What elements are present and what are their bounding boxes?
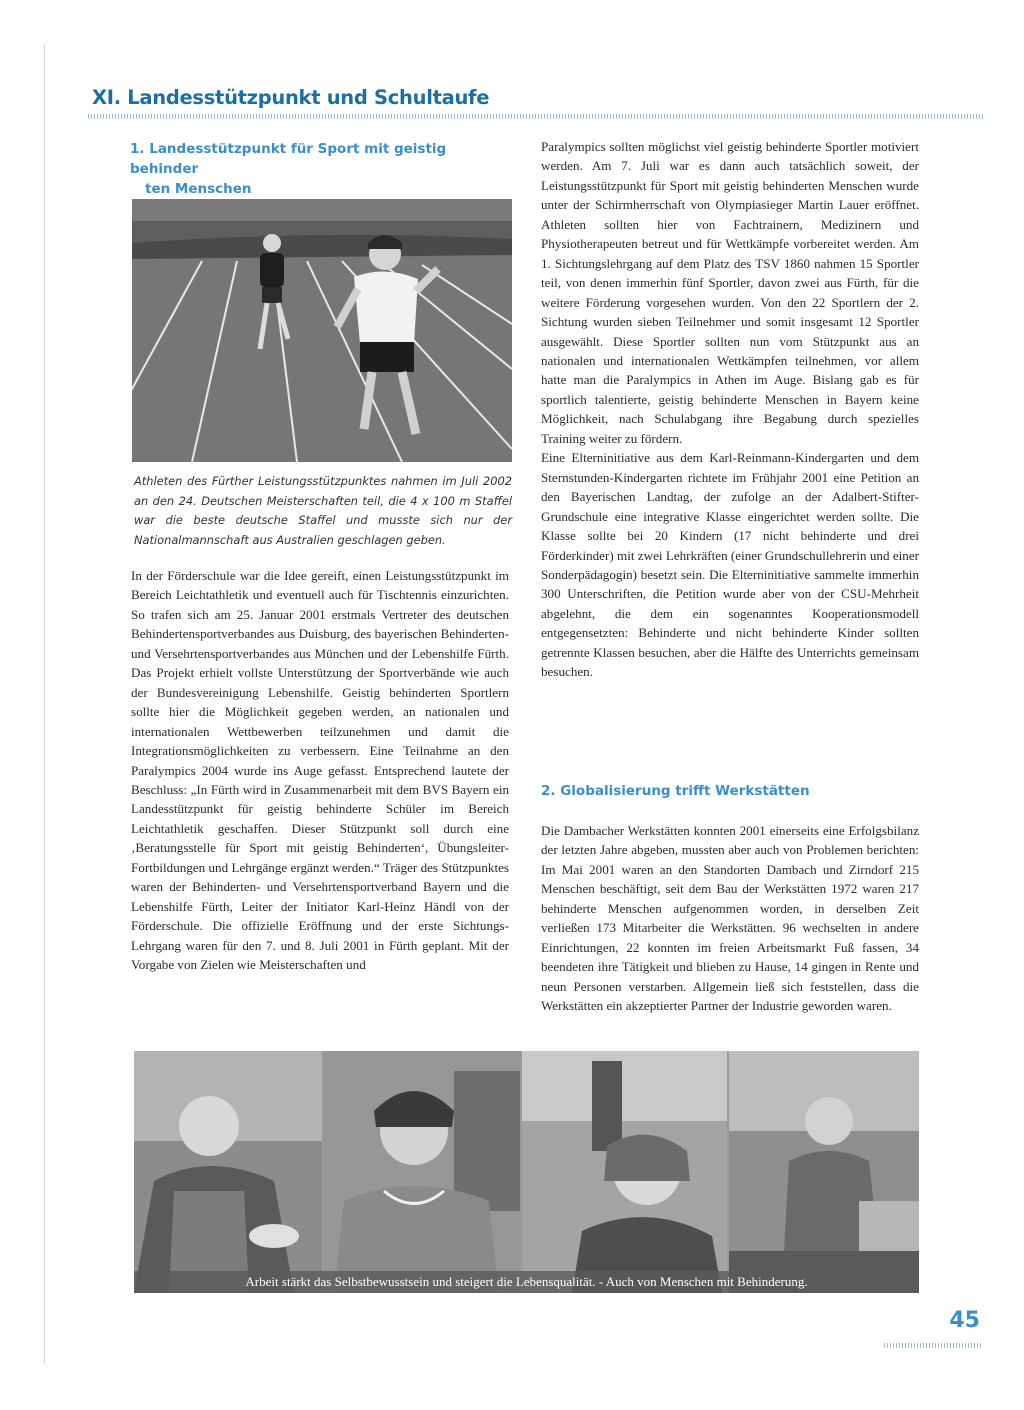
page-number-divider <box>884 1343 982 1348</box>
athletes-photo-caption: Athleten des Fürther Leistungsstützpunktes nahmen im Juli 2002 an den 24. Deutschen Meisterschaften teil, die 4 x 100 m Staffel war die beste deutsche Staffel und musste sich nur der Nationalmannschaft aus Australien geschlagen geben. <box>134 474 512 547</box>
page-number: 45 <box>949 1308 980 1333</box>
section2-heading: 2. Globalisierung trifft Werkstätten <box>541 783 810 799</box>
header-divider <box>88 114 983 119</box>
workshop-photo-1 <box>134 1051 322 1293</box>
section1-body-right-p2: Eine Elterninitiative aus dem Karl-Reinmann-Kindergarten und dem Sternstunden-Kindergarten richtete im Frühjahr 2001 eine Petition an den Bayerischen Landtag, der zufolge an der Adalbert-Stifter-Grundschule eine integrative Klasse eingerichtet werden sollte. Die Klasse sollte bei 20 Kindern (17 nicht behinderte und drei Förderkinder) mit zwei Lehrkräften (einer Grundschullehrerin und einer Sonderpädagogin) besetzt sein. Die Elterninitiative sammelte immerhin 300 Unterschriften, die Petition wurde aber von der CSU-Mehrheit abgelehnt, die dem ein sogenanntes Kooperationsmodell entgegensetzten: Behinderte und nicht behinderte Kinder sollten getrennte Klassen besuchen, aber die Hälfte des Unterrichts gemeinsam besuchen. <box>541 450 919 680</box>
workshop-photo-3 <box>522 1051 727 1293</box>
section2-body: Die Dambacher Werkstätten konnten 2001 einerseits eine Erfolgsbilanz der letzten Jahre abgeben, mussten aber auch von Problemen berichten: Im Mai 2001 waren an den Standorten Dambach und Zirndorf 215 Menschen beschäftigt, seit dem Bau der Werkstätten 1972 waren 217 behinderte Menschen aufgenommen worden, in derselben Zeit verließen 173 Mitarbeiter die Werkstätten. 96 wechselten in andere Einrichtungen, 22 konnten im freien Arbeitsmarkt Fuß fassen, 34 beendeten ihre Tätigkeit und blieben zu Hause, 14 gingen in Rente und neun Personen verstarben. Allgemein ließ sich feststellen, dass die Werkstätten ein akzeptierter Partner der Industrie geworden waren. <box>541 823 919 1014</box>
section1-body-right-p1: Paralympics sollten möglichst viel geistig behinderte Sportler motiviert werden. Am 7. Juli war es dann auch tatsächlich soweit, der Leistungsstützpunkt für Sport mit geistig behinderten Menschen wurde unter der Schirmherrschaft von Olympiasieger Martin Lauer eröffnet. Athleten sollten hier von Fachtrainern, Medizinern und Physiotherapeuten betreut und für Wettkämpfe vorbereitet werden. Am 1. Sichtungslehrgang auf dem Platz des TSV 1860 nahmen 15 Sportler teil, von denen immerhin fünf Sportler, davon zwei aus Fürth, für die weitere Förderung vorgesehen wurden. Von den 22 Sportlern der 2. Sichtung wurden sieben Teilnehmer und somit insgesamt 12 Sportler ausgewählt. Diese Sportler sollten nun vom Stützpunkt aus an nationalen und internationalen Wettkämpfen teilnehmen, vor allem hatte man die Paralympics in Athen im Auge. Bislang gab es für sportlich talentierte, geistig behinderte Menschen in Bayern keine Möglichkeit, nach Schulabgang ihre Begabung durch spezielles Training weiter zu fördern. <box>541 139 919 446</box>
workshop-photo-strip <box>134 1051 919 1293</box>
section1-heading-line2: ten Menschen <box>145 181 252 197</box>
section1-heading-line1: 1. Landesstützpunkt für Sport mit geistig behinder <box>130 141 447 177</box>
chapter-title: XI. Landesstützpunkt und Schultaufe <box>92 86 490 109</box>
workshop-photo-2 <box>324 1051 520 1293</box>
section1-body-left: In der Förderschule war die Idee gereift, einen Leistungsstützpunkt im Bereich Leichtathletik und eventuell auch für Tischtennis einzurichten. So trafen sich am 25. Januar 2001 erstmals Vertreter des deutschen Behindertensportverbandes aus Duisburg, des bayerischen Behinderten- und Versehrtensportverbandes aus München und der Lebenshilfe Fürth. Das Projekt erhielt vollste Unterstützung der Sportverbände wie auch der Bundesvereinigung Lebenshilfe. Geistig behinderten Sportlern sollte hier die Möglichkeit gegeben werden, an nationalen und internationalen Wettbewerben teilzunehmen und damit die Integrationsmöglichkeiten zu verbessern. Eine Teilnahme an den Paralympics 2004 wurde ins Auge gefasst. Entsprechend lautete der Beschluss: „In Fürth wird in Zusammenarbeit mit dem BVS Bayern ein Landesstützpunkt für geistig behinderte Schüler im Bereich Leichtathletik geschaffen. Dieser Stützpunkt soll durch eine ‚Beratungsstelle für Sport mit geistig Behinderten‘, Übungsleiter-Fortbildungen und Lehrgänge ergänzt werden.“ Träger des Stützpunktes waren der Behinderten- und Versehrtensportverband Bayern und die Lebenshilfe Fürth, Leiter der Initiator Karl-Heinz Händl von der Förderschule. Die offizielle Eröffnung und der erste Sichtungs-Lehrgang waren für den 7. und 8. Juli 2001 in Fürth geplant. Mit der Vorgabe von Zielen wie Meisterschaften und <box>131 568 509 973</box>
left-column-text <box>131 566 509 975</box>
section2-text <box>541 821 919 1016</box>
workshop-photo-4 <box>729 1051 919 1293</box>
right-column-text <box>541 137 919 682</box>
athletes-running-photo <box>132 199 512 462</box>
page-margin-rule <box>44 44 45 1364</box>
section1-heading <box>130 139 508 199</box>
photo-strip-caption: Arbeit stärkt das Selbstbewusstsein und steigert die Lebensqualität. - Auch von Menschen mit Behinderung. <box>134 1271 919 1293</box>
